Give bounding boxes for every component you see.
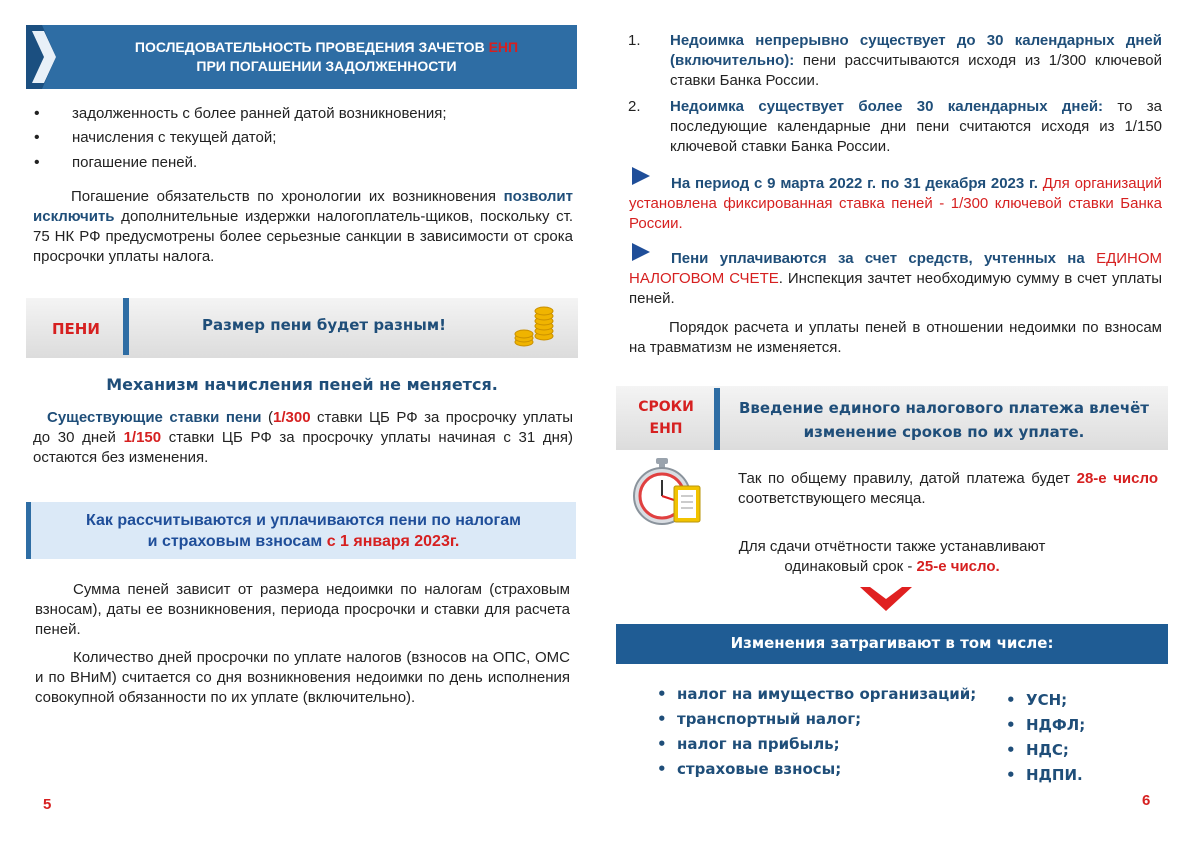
chronology-paragraph: Погашение обязательств по хронологии их возникновения позволит исключить дополнительные издержки налогоплатель-щиков, поскольку ст. 75 НК РФ предусмотрены более серьезные санкции в зависимости от срока просрочки уплаты налога. (33, 188, 573, 265)
sroki-box (616, 386, 1168, 450)
stopwatch-icon (628, 456, 704, 528)
list-item: • НДПИ. (1006, 763, 1085, 788)
changes-banner-title: Изменения затрагивают в том числе: (730, 634, 1054, 652)
peni-label: ПЕНИ (52, 320, 100, 338)
numbered-item: 1. Недоимка непрерывно существует до 30 календарных дней (включительно): пени рассчитываются исходя из 1/300 ключевой ставки Банка России. (628, 32, 1162, 89)
taxes-list-right (1006, 688, 1085, 788)
trauma-paragraph: Порядок расчета и уплаты пеней в отношении недоимки по взносам на травматизм не изменяется. (629, 319, 1162, 356)
calc-box (26, 502, 576, 559)
divider (123, 298, 129, 355)
peni-box (26, 298, 578, 358)
period-paragraph: На период с 9 марта 2022 г. по 31 декабря 2023 г. Для организаций установлена фиксированная ставка пеней - 1/300 ключевой ставки Банка России. (629, 175, 1162, 232)
chevron-down-icon (860, 585, 912, 613)
taxes-list-left (657, 682, 976, 782)
sequence-bullets (0, 104, 580, 177)
paid-paragraph: Пени уплачиваются за счет средств, учтенных на ЕДИНОМ НАЛОГОВОМ СЧЕТЕ. Инспекция зачтет необходимую сумму в счет уплаты пеней. (629, 250, 1163, 307)
sroki-box-text: Введение единого налогового платежа влечёт изменение сроков по их уплате. (739, 399, 1149, 441)
sroki-label: СРОКИ ЕНП (638, 399, 694, 437)
list-item: • погашение пеней. (34, 154, 198, 171)
calc-box-title: Как рассчитываются и уплачиваются пени по налогам и страховым взносам с 1 января 2023г. (86, 512, 521, 550)
peni-box-text: Размер пени будет разным! (202, 316, 446, 334)
sequence-banner-title: ПОСЛЕДОВАТЕЛЬНОСТЬ ПРОВЕДЕНИЯ ЗАЧЕТОВ ЕНП ПРИ ПОГАШЕНИИ ЗАДОЛЖЕННОСТИ (134, 39, 519, 74)
coins-icon (514, 306, 558, 350)
list-item: • налог на прибыль; (657, 732, 976, 757)
sequence-banner (26, 25, 577, 89)
rates-paragraph: Существующие ставки пени (1/300 ставки ЦБ РФ за просрочку уплаты до 30 дней 1/150 ставки ЦБ РФ за просрочку уплаты начиная с 31 дня) остаются без изменения. (33, 409, 574, 466)
payment-rule-paragraph: Так по общему правилу, датой платежа будет 28-е число соответствующего месяца. (738, 470, 1158, 507)
list-item: • налог на имущество организаций; (657, 682, 976, 707)
list-item: • начисления с текущей датой; (34, 129, 277, 146)
reporting-paragraph: Для сдачи отчётности также устанавливают одинаковый срок - 25-е число. (738, 538, 1046, 575)
mechanism-heading: Механизм начисления пеней не меняется. (106, 375, 498, 394)
page-number-left: 5 (43, 796, 52, 813)
list-item: • НДС; (1006, 738, 1085, 763)
page-number-right: 6 (1142, 792, 1151, 809)
list-item: • страховые взносы; (657, 757, 976, 782)
list-item: • НДФЛ; (1006, 713, 1085, 738)
list-item: • задолженность с более ранней датой возникновения; (34, 105, 447, 122)
days-paragraph: Количество дней просрочки по уплате налогов (взносов на ОПС, ОМС и по ВНиМ) считается со дня возникновения недоимки по день исполнения совокупной обязанности по их уплате (включительно). (35, 649, 570, 706)
numbered-item: 2. Недоимка существует более 30 календарных дней: то за последующие календарные дни пени считаются исходя из 1/150 ключевой ставки Банка России. (628, 98, 1162, 155)
changes-banner (616, 624, 1168, 664)
list-item: • транспортный налог; (657, 707, 976, 732)
amount-paragraph: Сумма пеней зависит от размера недоимки по налогам (страховым взносам), даты ее возникновения, периода просрочки и ставки для расчета пеней. (35, 581, 570, 638)
list-item: • УСН; (1006, 688, 1085, 713)
